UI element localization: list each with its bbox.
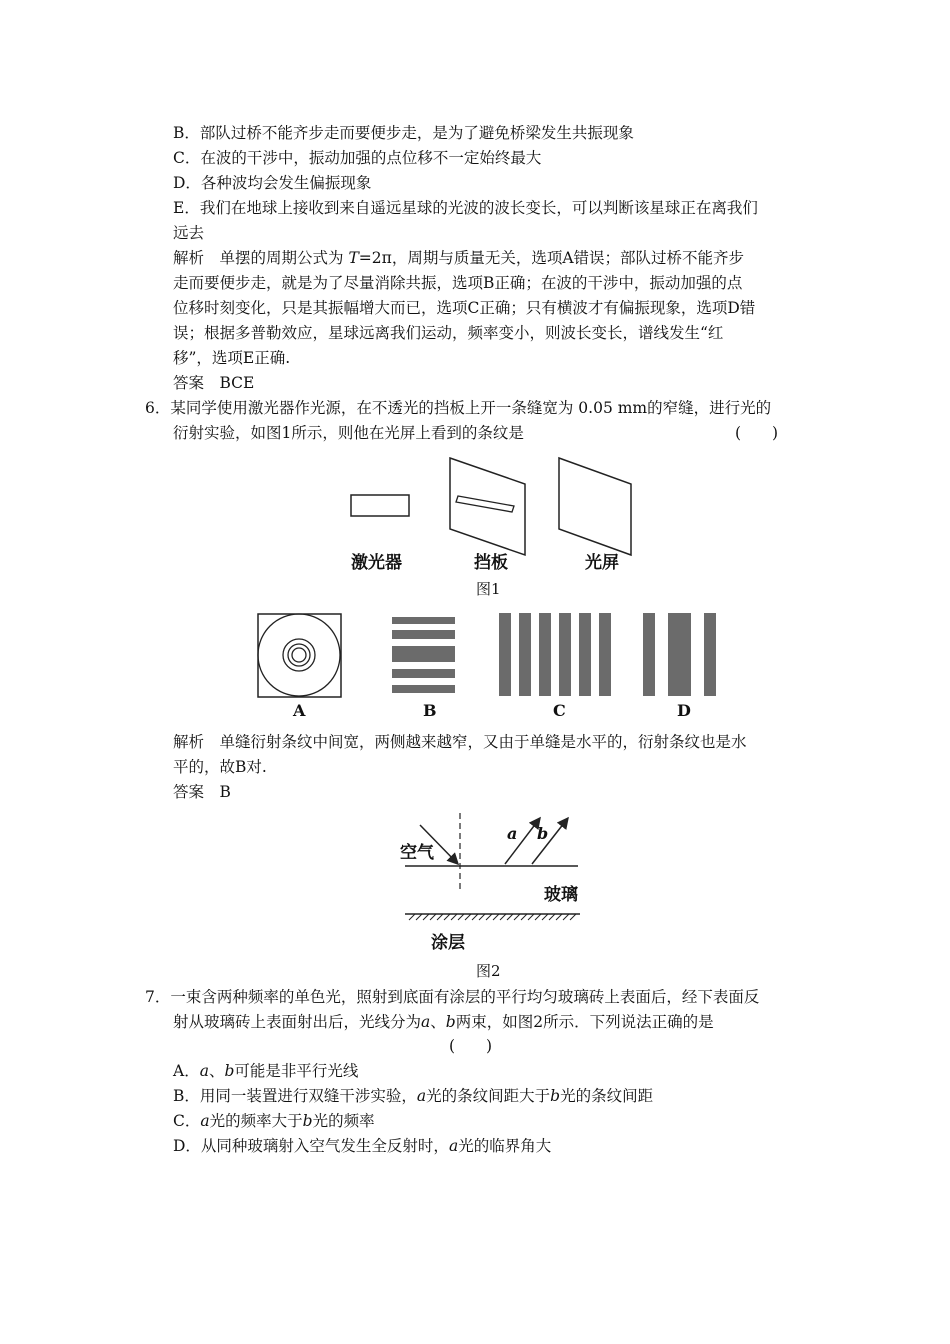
ray-b-label: b (537, 824, 549, 843)
coating-label: 涂层 (431, 933, 465, 953)
air-label: 空气 (400, 843, 434, 863)
q5-option-e-line2: 远去 (173, 224, 205, 242)
q5-analysis-line2: 走而要便步走，就是为了尽量消除共振，选项B正确；在波的干涉中，振动加强的点 (173, 274, 743, 292)
option-a-label: A (293, 701, 306, 720)
figure1-caption: 图1 (476, 580, 501, 598)
q7-option-c: C．a光的频率大于b光的频率 (173, 1112, 375, 1130)
q5-option-d: D．各种波均会发生偏振现象 (173, 174, 372, 192)
q7-option-a: A．a、b可能是非平行光线 (173, 1062, 359, 1080)
laser-label: 激光器 (351, 553, 402, 573)
glass-label: 玻璃 (544, 885, 578, 905)
coating-hatch (409, 914, 576, 920)
q5-analysis-line1: 解析 单摆的周期公式为 T=2π，周期与质量无关，选项A错误；部队过桥不能齐步 (173, 249, 745, 267)
q5-option-b: B．部队过桥不能齐步走而要便步走，是为了避免桥梁发生共振现象 (173, 124, 634, 142)
q6-stem-line2: 衍射实验，如图1所示，则他在光屏上看到的条纹是 (173, 424, 524, 442)
q7-stem-line1: 7．一束含两种频率的单色光，照射到底面有涂层的平行均匀玻璃砖上表面后，经下表面反 (145, 988, 760, 1006)
q5-option-e-line1: E．我们在地球上接收到来自遥远星球的光波的波长变长，可以判断该星球正在离我们 (173, 199, 758, 217)
q5-analysis-line3: 位移时刻变化，只是其振幅增大而已，选项C正确；只有横波才有偏振现象，选项D错 (173, 299, 756, 317)
q6-analysis-line1: 解析 单缝衍射条纹中间宽，两侧越来越窄，又由于单缝是水平的，衍射条纹也是水 (173, 733, 747, 751)
q6-stem-line1: 6．某同学使用激光器作光源，在不透光的挡板上开一条缝宽为 0.05 mm的窄缝，进行光的 (145, 399, 772, 417)
q7-answer-bracket: ( ) (449, 1037, 493, 1055)
q5-answer: 答案 BCE (173, 374, 255, 392)
option-b-label: B (423, 701, 437, 720)
q5-analysis-line5: 移”，选项E正确. (173, 349, 291, 367)
q7-option-d: D．从同种玻璃射入空气发生全反射时，a光的临界角大 (173, 1137, 552, 1155)
q6-answer: 答案 B (173, 783, 231, 801)
q6-answer-bracket: ( ) (735, 424, 779, 442)
figure2-caption: 图2 (476, 962, 501, 980)
q6-analysis-line2: 平的，故B对. (173, 758, 267, 776)
ray-a-label: a (507, 824, 518, 843)
screen-label: 光屏 (585, 553, 619, 573)
q7-option-b: B．用同一装置进行双缝干涉实验，a光的条纹间距大于b光的条纹间距 (173, 1087, 654, 1105)
option-d-label: D (677, 701, 691, 720)
q5-analysis-line4: 误；根据多普勒效应，星球远离我们运动，频率变小，则波长变长，谱线发生“红 (173, 324, 724, 342)
q5-option-c: C．在波的干涉中，振动加强的点位移不一定始终最大 (173, 149, 542, 167)
barrier-label: 挡板 (474, 553, 508, 573)
option-c-label: C (553, 701, 566, 720)
q7-stem-line2: 射从玻璃砖上表面射出后，光线分为a、b两束，如图2所示．下列说法正确的是 (173, 1013, 714, 1031)
